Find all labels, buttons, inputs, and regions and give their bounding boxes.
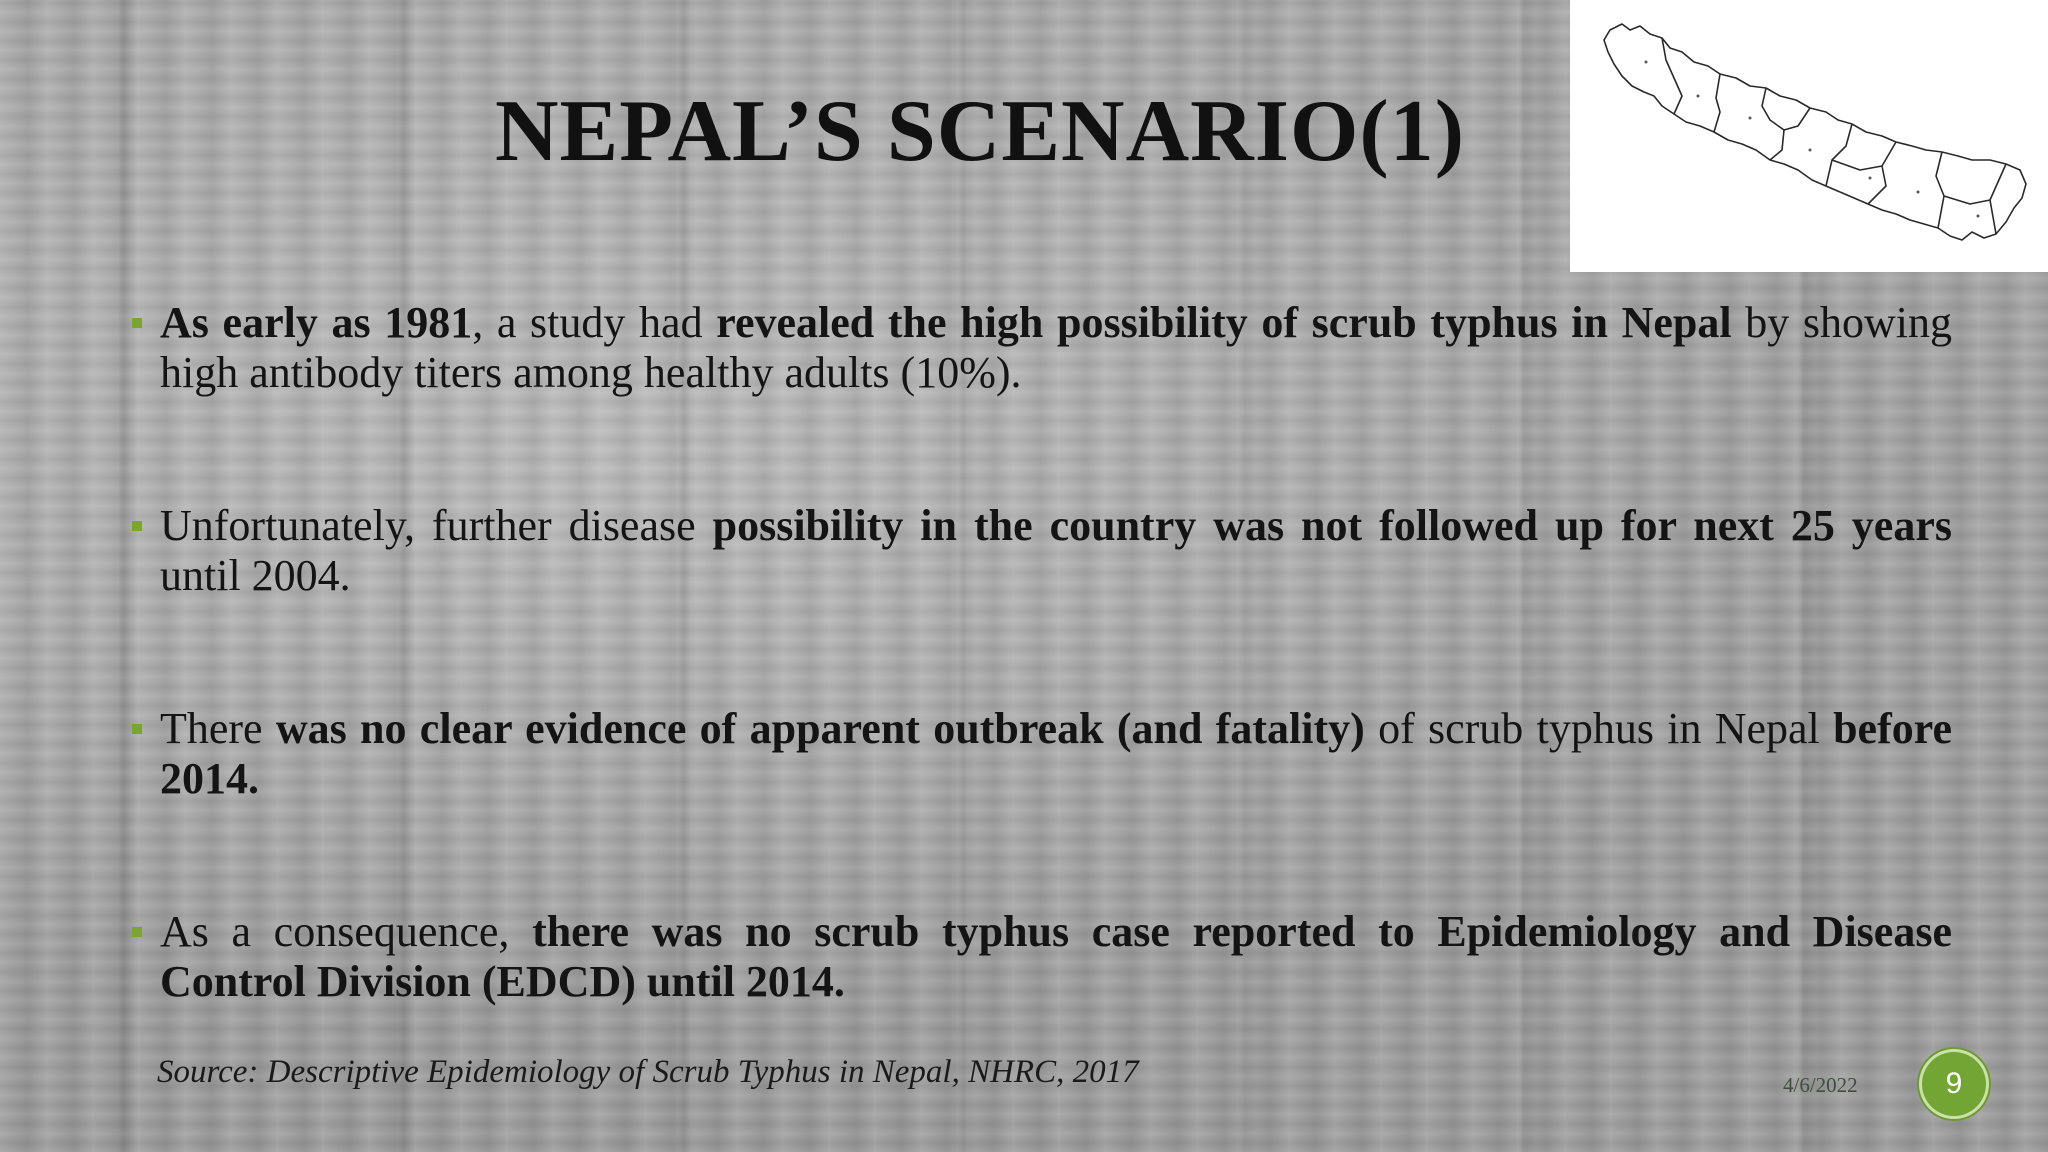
bold-text-segment: before 2014. xyxy=(160,704,1952,803)
bold-text-segment: possibility in the country was not followed up for next 25 years xyxy=(712,501,1952,550)
bullet-square-icon xyxy=(132,724,142,734)
bold-text-segment: As early as 1981 xyxy=(160,298,473,347)
bullet-item xyxy=(130,298,1952,398)
bullet-item xyxy=(130,501,1952,601)
bold-text-segment: revealed the high possibility of scrub typhus in Nepal xyxy=(716,298,1732,347)
text-segment: , a study had xyxy=(472,298,717,347)
bullet-item xyxy=(130,907,1952,1007)
text-segment: of scrub typhus in Nepal xyxy=(1364,704,1834,753)
text-segment: by showing high antibody titers among healthy adults (10%). xyxy=(160,298,1953,397)
page-number: 9 xyxy=(1945,1067,1963,1100)
bold-text-segment: was no clear evidence of apparent outbreak (and fatality) xyxy=(275,704,1365,753)
text-segment: As a consequence, xyxy=(160,907,533,956)
bullet-text xyxy=(160,501,1952,600)
bullet-square-icon xyxy=(132,318,142,328)
bullet-text xyxy=(160,907,1952,1006)
slide-title: NEPAL’S SCENARIO(1) xyxy=(494,83,1466,180)
bullet-square-icon xyxy=(132,927,142,937)
page-number-badge xyxy=(1919,1049,1989,1119)
text-segment: until 2004. xyxy=(160,551,351,600)
text-segment: There xyxy=(160,704,276,753)
bullet-list xyxy=(130,298,1952,1007)
bullet-item xyxy=(130,704,1952,804)
bold-text-segment: there was no scrub typhus case reported to Epidemiology and Disease Control Division (EDCD) until 2014. xyxy=(160,907,1952,1006)
bullet-text xyxy=(160,704,1952,803)
nepal-map-image xyxy=(1570,0,2048,272)
bullet-square-icon xyxy=(132,521,142,531)
source-citation: Source: Descriptive Epidemiology of Scrub Typhus in Nepal, NHRC, 2017 xyxy=(157,1054,1139,1090)
nepal-map-icon xyxy=(1570,0,2048,272)
bullet-text xyxy=(160,298,1952,397)
text-segment: Unfortunately, further disease xyxy=(160,501,713,550)
slide-date: 4/6/2022 xyxy=(1783,1073,1858,1097)
